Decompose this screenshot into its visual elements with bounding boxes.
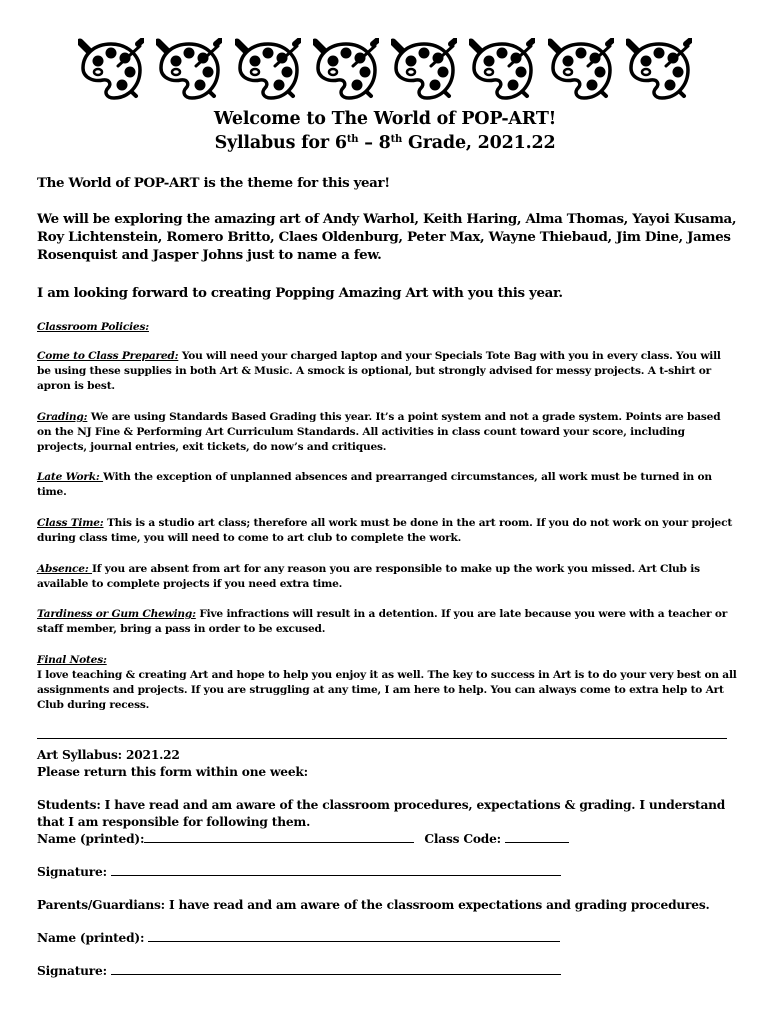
final-notes-text: I love teaching & creating Art and hope to help you enjoy it as well. The key to success in Art is to do your very best on all assignments and projects. If you are struggling at any time, I am here to help. You can always come to extra help to Art Club during recess. bbox=[37, 669, 737, 712]
student-signature-label: Signature: bbox=[37, 865, 107, 879]
page-subtitle: Syllabus for 6th – 8th Grade, 2021.22 bbox=[214, 133, 556, 153]
art-palette-icon bbox=[313, 38, 379, 104]
parent-signature-field[interactable] bbox=[111, 963, 561, 975]
art-palette-icon bbox=[235, 38, 301, 104]
policy-grading: Grading: We are using Standards Based Grading this year. It’s a point system and not a grade system. Points are based on the NJ Fine & Performing Art Curriculum Standards. All activities in class count toward your score, including projects, journal entries, exit tickets, do now’s and critiques. bbox=[37, 411, 721, 454]
art-palette-icon bbox=[391, 38, 457, 104]
parent-name-field[interactable] bbox=[148, 930, 560, 942]
looking-forward: I am looking forward to creating Popping Amazing Art with you this year. bbox=[37, 285, 563, 301]
theme-statement: The World of POP-ART is the theme for this year! bbox=[37, 175, 390, 191]
parent-name-row bbox=[37, 930, 737, 947]
return-note: Please return this form within one week: bbox=[37, 765, 308, 779]
policies-heading: Classroom Policies: bbox=[37, 321, 149, 333]
art-palette-icon bbox=[469, 38, 535, 104]
art-palette-icon bbox=[156, 38, 222, 104]
page-title: Welcome to The World of POP-ART! bbox=[213, 109, 557, 129]
artists-paragraph: We will be exploring the amazing art of Andy Warhol, Keith Haring, Alma Thomas, Yayoi Kusama, Roy Lichtenstein, Romero Britto, Claes Oldenburg, Peter Max, Wayne Thiebaud, Jim Dine, James Rosenquist and Jasper Johns just to name a few. bbox=[37, 211, 737, 263]
cut-line-divider bbox=[37, 738, 727, 739]
parent-signature-label: Signature: bbox=[37, 964, 107, 978]
art-palette-icon bbox=[78, 38, 144, 104]
policy-absence: Absence: If you are absent from art for any reason you are responsible to make up the work you missed. Art Club is available to complete projects if you need extra time. bbox=[37, 563, 700, 591]
policy-prepared: Come to Class Prepared: You will need your charged laptop and your Specials Tote Bag with you in every class. You will be using these supplies in both Art & Music. A smock is optional, but strongly advised for messy projects. A t-shirt or apron is best. bbox=[37, 350, 721, 393]
student-name-label: Name (printed): bbox=[37, 832, 145, 846]
student-name-row bbox=[37, 831, 737, 848]
policy-class-time: Class Time: This is a studio art class; therefore all work must be done in the art room. If you do not work on your project during class time, you will need to come to art club to complete the work. bbox=[37, 517, 733, 545]
art-palette-icon bbox=[626, 38, 692, 104]
class-code-field[interactable] bbox=[505, 831, 569, 843]
students-statement: Students: I have read and am aware of the classroom procedures, expectations & grading. I understand that I am responsible for following them. bbox=[37, 798, 726, 829]
form-title: Art Syllabus: 2021.22 bbox=[37, 748, 180, 762]
student-signature-field[interactable] bbox=[111, 864, 561, 876]
policy-tardiness: Tardiness or Gum Chewing: Five infractions will result in a detention. If you are late because you were with a teacher or staff member, bring a pass in order to be excused. bbox=[37, 608, 728, 636]
palette-banner bbox=[78, 38, 692, 110]
final-notes-heading: Final Notes: bbox=[37, 654, 107, 666]
parents-statement: Parents/Guardians: I have read and am aware of the classroom expectations and grading procedures. bbox=[37, 898, 710, 912]
policy-late-work: Late Work: With the exception of unplanned absences and prearranged circumstances, all work must be turned in on time. bbox=[37, 471, 712, 499]
class-code-label: Class Code: bbox=[424, 832, 501, 846]
art-palette-icon bbox=[548, 38, 614, 104]
parent-signature-row bbox=[37, 963, 737, 980]
student-name-field[interactable] bbox=[144, 831, 414, 843]
parent-name-label: Name (printed): bbox=[37, 931, 145, 945]
student-signature-row bbox=[37, 864, 737, 881]
